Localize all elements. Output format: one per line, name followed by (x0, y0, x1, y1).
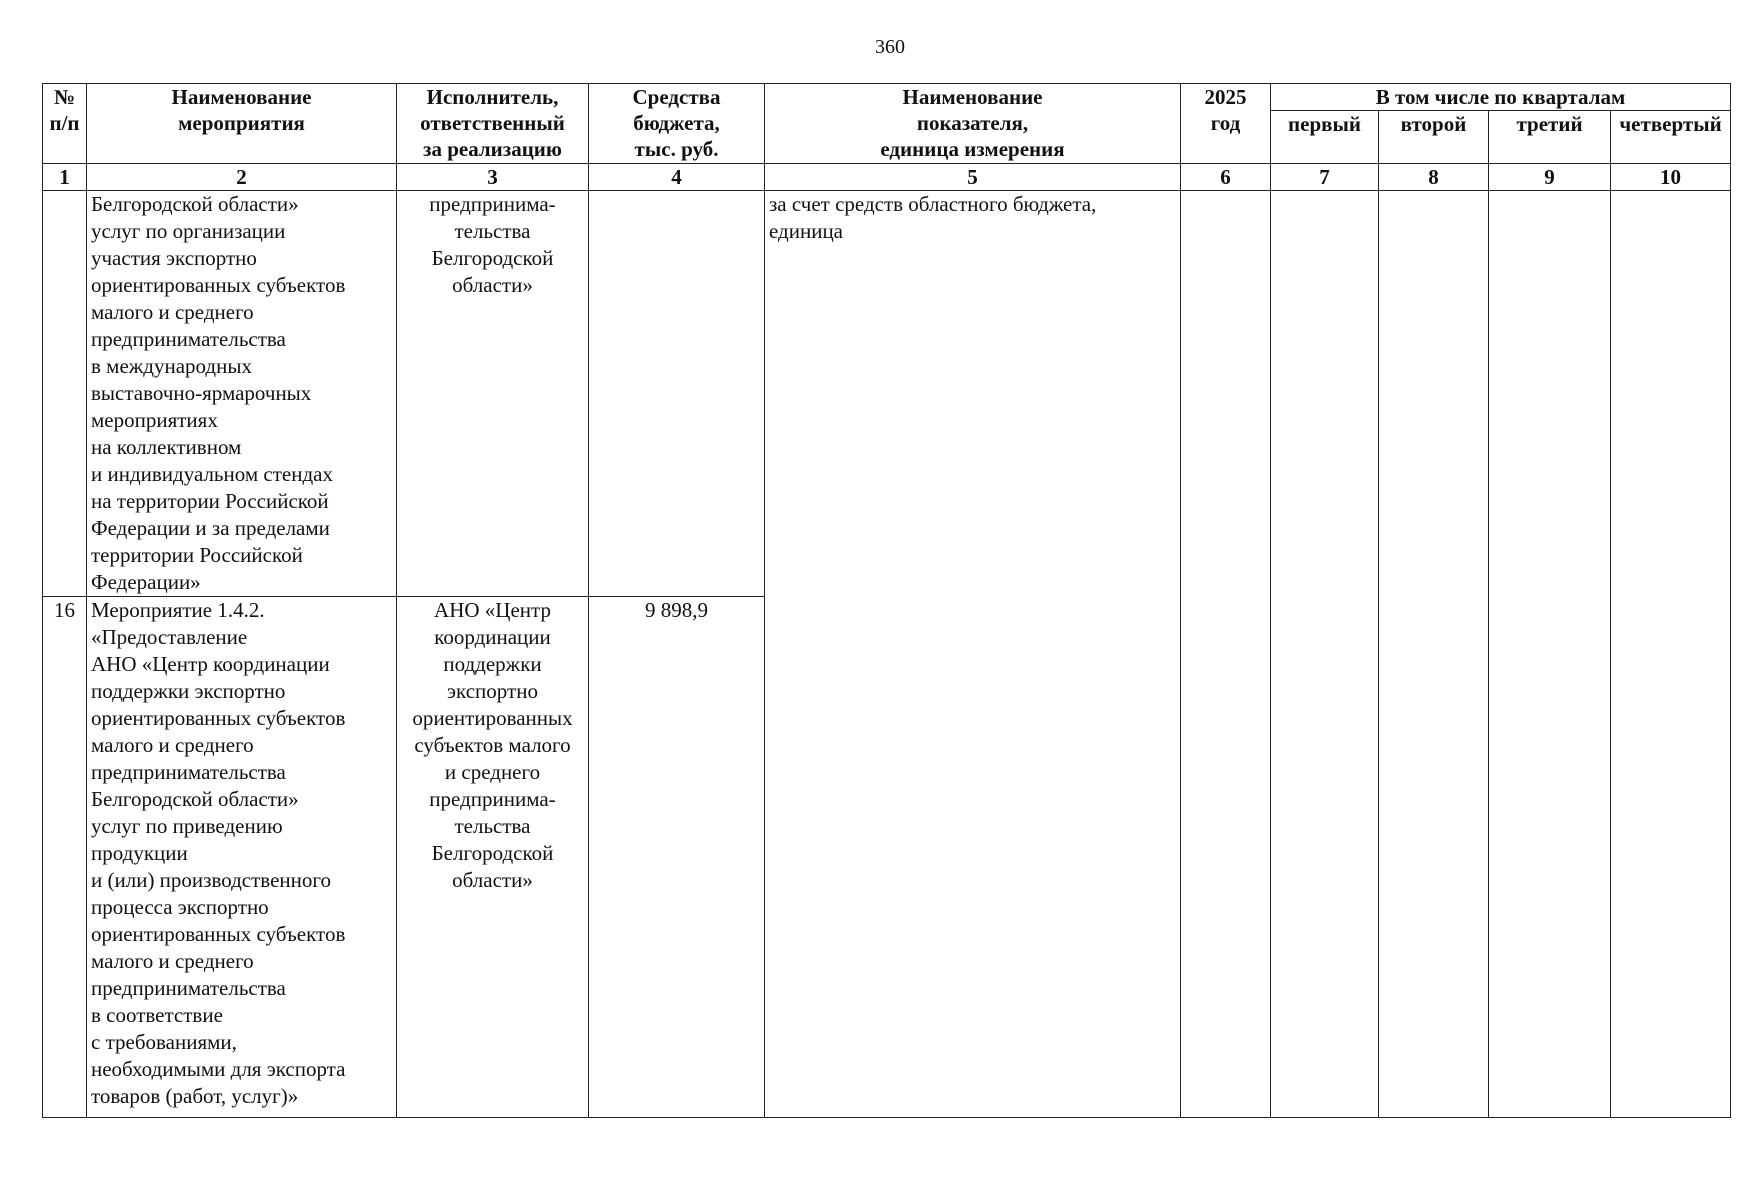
quarter-2-value (1379, 191, 1489, 1118)
column-numbers-row (43, 164, 1731, 191)
executor: предпринима- тельства Белгородской области» (397, 191, 589, 597)
header-q2: второй (1379, 111, 1489, 164)
header-executor: Исполнитель, ответственный за реализацию (397, 84, 589, 164)
column-number: 2 (87, 164, 397, 191)
header-year: 2025 год (1181, 84, 1271, 164)
quarter-4-value (1611, 191, 1731, 1118)
row-number: 16 (43, 597, 87, 1118)
measure-name: Мероприятие 1.4.2. «Предоставление АНО «Центр координации поддержки экспортно ориентированных субъектов малого и среднего предпринимательства Белгородской области» услуг по приведению продукции и (или) производственного процесса экспортно ориентированных субъектов малого и среднего предпринимательства в соответствие с требованиями, необходимыми для экспорта товаров (работ, услуг)» (87, 597, 397, 1118)
column-number: 4 (589, 164, 765, 191)
header-q1: первый (1271, 111, 1379, 164)
indicator: за счет средств областного бюджета, единица (765, 191, 1181, 1118)
column-number: 9 (1489, 164, 1611, 191)
header-q4: четвертый (1611, 111, 1731, 164)
header-measure-name: Наименование мероприятия (87, 84, 397, 164)
budget-amount (589, 191, 765, 597)
column-number: 3 (397, 164, 589, 191)
column-number: 10 (1611, 164, 1731, 191)
row-number (43, 191, 87, 597)
quarter-1-value (1271, 191, 1379, 1118)
column-number: 5 (765, 164, 1181, 191)
measures-table (42, 83, 1731, 1118)
header-budget: Средства бюджета, тыс. руб. (589, 84, 765, 164)
quarter-3-value (1489, 191, 1611, 1118)
column-number: 8 (1379, 164, 1489, 191)
header-indicator: Наименование показателя, единица измерения (765, 84, 1181, 164)
year-value (1181, 191, 1271, 1118)
header-number: № п/п (43, 84, 87, 164)
column-number: 6 (1181, 164, 1271, 191)
page-number: 360 (875, 36, 905, 58)
header-q3: третий (1489, 111, 1611, 164)
measure-name: Белгородской области» услуг по организации участия экспортно ориентированных субъектов малого и среднего предпринимательства в международных выставочно-ярмарочных мероприятиях на коллективном и индивидуальном стендах на территории Российской Федерации и за пределами территории Российской Федерации» (87, 191, 397, 597)
column-number: 7 (1271, 164, 1379, 191)
table-row (43, 191, 1731, 597)
executor: АНО «Центр координации поддержки экспортно ориентированных субъектов малого и среднего предпринима- тельства Белгородской области» (397, 597, 589, 1118)
budget-amount: 9 898,9 (589, 597, 765, 1118)
header-row-top (43, 84, 1731, 111)
header-quarters-group: В том числе по кварталам (1271, 84, 1731, 111)
column-number: 1 (43, 164, 87, 191)
